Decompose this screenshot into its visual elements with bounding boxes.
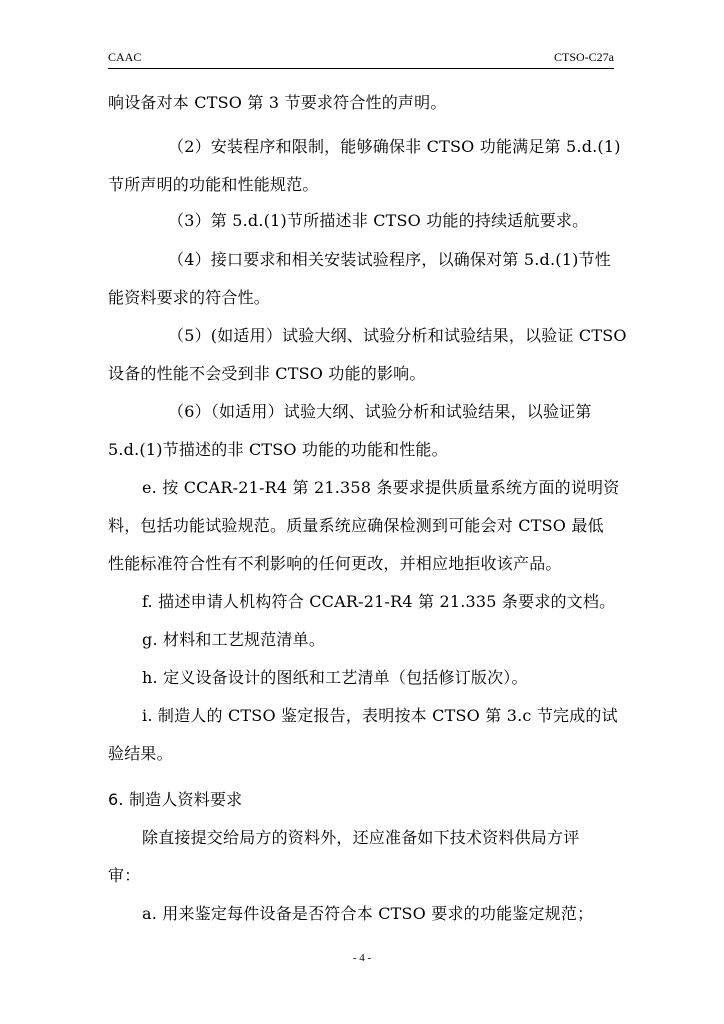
body-line: 5.d.(1)节描述的非 CTSO 功能的功能和性能。 — [108, 440, 448, 459]
body-line: （2）安装程序和限制，能够确保非 CTSO 功能满足第 5.d.(1) — [168, 137, 621, 156]
body-line: 料，包括功能试验规范。质量系统应确保检测到可能会对 CTSO 最低 — [108, 516, 604, 535]
body-line: 节所声明的功能和性能规范。 — [108, 175, 319, 194]
header-org: CAAC — [108, 50, 142, 64]
body-line: e. 按 CCAR-21-R4 第 21.358 条要求提供质量系统方面的说明资 — [142, 478, 620, 497]
body-line: 性能标准符合性有不利影响的任何更改，并相应地拒收该产品。 — [108, 554, 562, 573]
body-line: f. 描述申请人机构符合 CCAR-21-R4 第 21.335 条要求的文档。 — [142, 592, 616, 611]
page-header — [108, 50, 614, 66]
body-line: 能资料要求的符合性。 — [108, 288, 271, 307]
section-heading: 6. 制造人资料要求 — [108, 790, 243, 809]
body-line: g. 材料和工艺规范清单。 — [142, 630, 326, 649]
body-line: 设备的性能不会受到非 CTSO 功能的影响。 — [108, 364, 426, 383]
body-line: i. 制造人的 CTSO 鉴定报告，表明按本 CTSO 第 3.c 节完成的试 — [142, 706, 618, 725]
body-line: （4）接口要求和相关安装试验程序，以确保对第 5.d.(1)节性 — [168, 250, 611, 269]
body-line: 除直接提交给局方的资料外，还应准备如下技术资料供局方评 — [142, 828, 580, 847]
body-line: （3）第 5.d.(1)节所描述非 CTSO 功能的持续适航要求。 — [168, 211, 589, 230]
page-number: - 4 - — [352, 952, 372, 964]
body-line: a. 用来鉴定每件设备是否符合本 CTSO 要求的功能鉴定规范； — [142, 904, 594, 923]
body-line: 审： — [108, 866, 141, 885]
body-line: 响设备对本 CTSO 第 3 节要求符合性的声明。 — [108, 93, 447, 112]
header-divider — [108, 68, 614, 69]
body-line: （5）(如适用）试验大纲、试验分析和试验结果，以验证 CTSO — [168, 326, 627, 345]
body-line: （6）（如适用）试验大纲、试验分析和试验结果，以验证第 — [168, 402, 592, 421]
header-doc-id: CTSO-C27a — [554, 50, 614, 64]
body-line: 验结果。 — [108, 744, 173, 763]
body-line: h. 定义设备设计的图纸和工艺清单（包括修订版次）。 — [142, 668, 528, 687]
